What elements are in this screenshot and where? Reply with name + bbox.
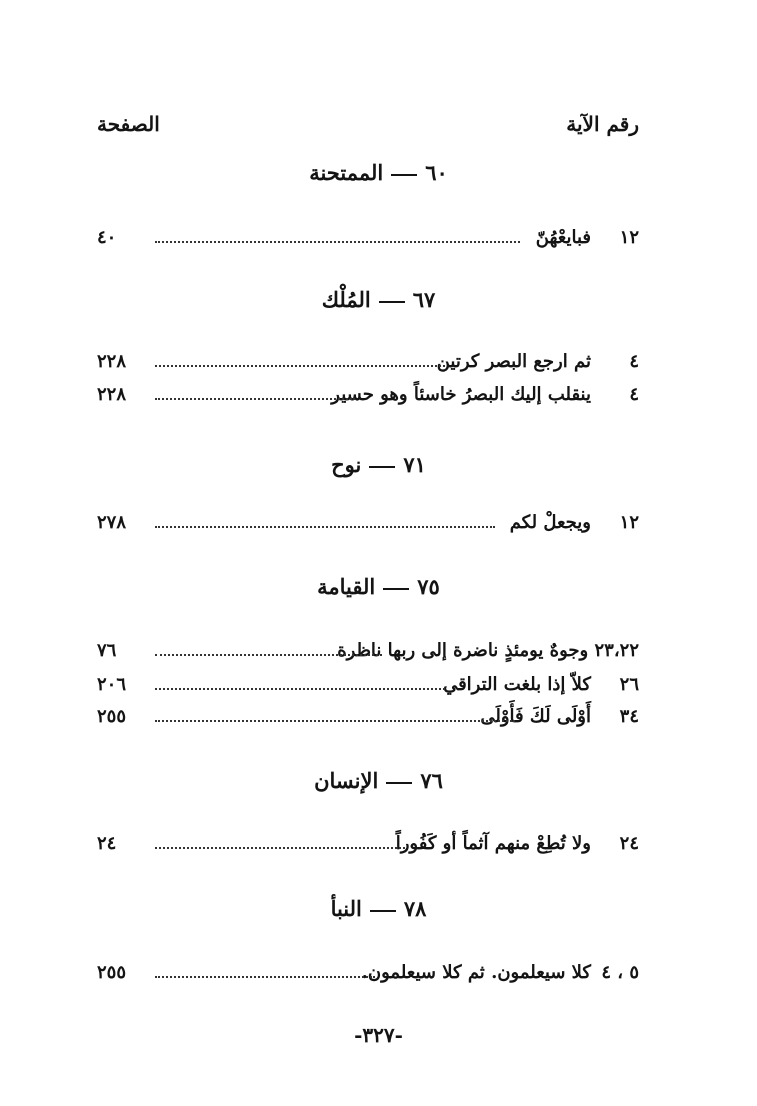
ayah-number: ٣٤ [619,706,639,727]
title-separator [369,466,395,468]
ayah-text: كلا سيعلمون. ثم كلا سيعلمون. [361,962,591,983]
surah-name: القيامة [317,574,376,599]
dot-leader [155,398,355,400]
index-entry [97,706,639,732]
dot-leader [155,526,495,528]
page-number: ٢٢٨ [97,351,127,372]
section-title-al-mumtahanah [0,160,757,185]
ayah-text: ويجعلْ لكم [509,512,591,533]
page-number: ٢٢٨ [97,384,127,405]
index-entry [97,640,639,666]
page-number: ٢٥٥ [97,706,127,727]
section-title-an-naba [0,896,757,921]
ayah-number: ٢٦ [619,674,639,695]
title-separator [379,301,405,303]
dot-leader [155,976,375,978]
section-title-nuh [0,452,757,477]
surah-number: ٦٧ [412,287,436,312]
page-number: ٢٠٦ [97,674,127,695]
index-entry [97,962,639,988]
ayah-text: ثم ارجع البصر كرتين [436,351,591,372]
index-entry [97,674,639,700]
dot-leader [155,720,515,722]
page-number: ٢٥٥ [97,962,127,983]
index-entry [97,512,639,538]
surah-name: الممتحنة [309,160,384,185]
title-separator [391,174,417,176]
ayah-text: فبايعْهُنّ [535,227,591,248]
ayah-text: كلاّ إذا بلغت التراقي [443,674,591,695]
dot-leader [155,654,382,656]
index-entry [97,227,639,253]
surah-number: ٧٦ [420,768,443,793]
ayah-number: ٢٤ [619,833,639,854]
page-number: ٢٧٨ [97,512,127,533]
surah-name: النبأ [330,896,362,921]
section-title-al-mulk [0,287,757,312]
surah-number: ٧٨ [403,896,427,921]
dot-leader [155,847,405,849]
page-column-header: الصفحة [97,112,160,136]
dot-leader [155,241,520,243]
surah-number: ٦٠ [425,160,448,185]
ayah-text: ينقلب إليك البصرُ خاسئاً وهو حسير [331,384,591,405]
ayah-number: ٤ [629,384,639,405]
ayah-number: ٥ ، ٤ [601,962,639,983]
index-entry [97,384,639,410]
page-number: ٧٦ [97,640,117,661]
title-separator [386,782,412,784]
section-title-al-qiyamah [0,574,757,599]
index-entry [97,351,639,377]
ayah-text: وجوهٌ يومئذٍ ناضرة إلى ربها ناظرة [337,640,589,661]
ayah-text: أَوْلَى لَكَ فَأَوْلَى [480,706,591,727]
surah-name: المُلْك [321,287,371,312]
dot-leader [155,688,445,690]
surah-number: ٧١ [403,452,426,477]
surah-number: ٧٥ [417,574,440,599]
index-entry [97,833,639,859]
ayah-number: ٤ [629,351,639,372]
surah-name: الإنسان [314,768,379,793]
ayah-number-column-header: رقم الآية [566,112,639,136]
page-number: ٢٤ [97,833,117,854]
title-separator [370,910,396,912]
dot-leader [155,365,445,367]
footer-page-number: -٣٢٧- [354,1023,403,1047]
section-title-al-insan [0,768,757,793]
ayah-number: ٢٣،٢٢ [594,640,639,661]
title-separator [383,588,409,590]
surah-name: نوح [331,452,362,477]
ayah-line [337,640,639,661]
ayah-number: ١٢ [619,512,639,533]
ayah-number: ١٢ [619,227,639,248]
page-number: ٤٠ [97,227,117,248]
ayah-text: ولا تُطِعْ منهم آثماً أو كَفُوراً [395,833,591,854]
